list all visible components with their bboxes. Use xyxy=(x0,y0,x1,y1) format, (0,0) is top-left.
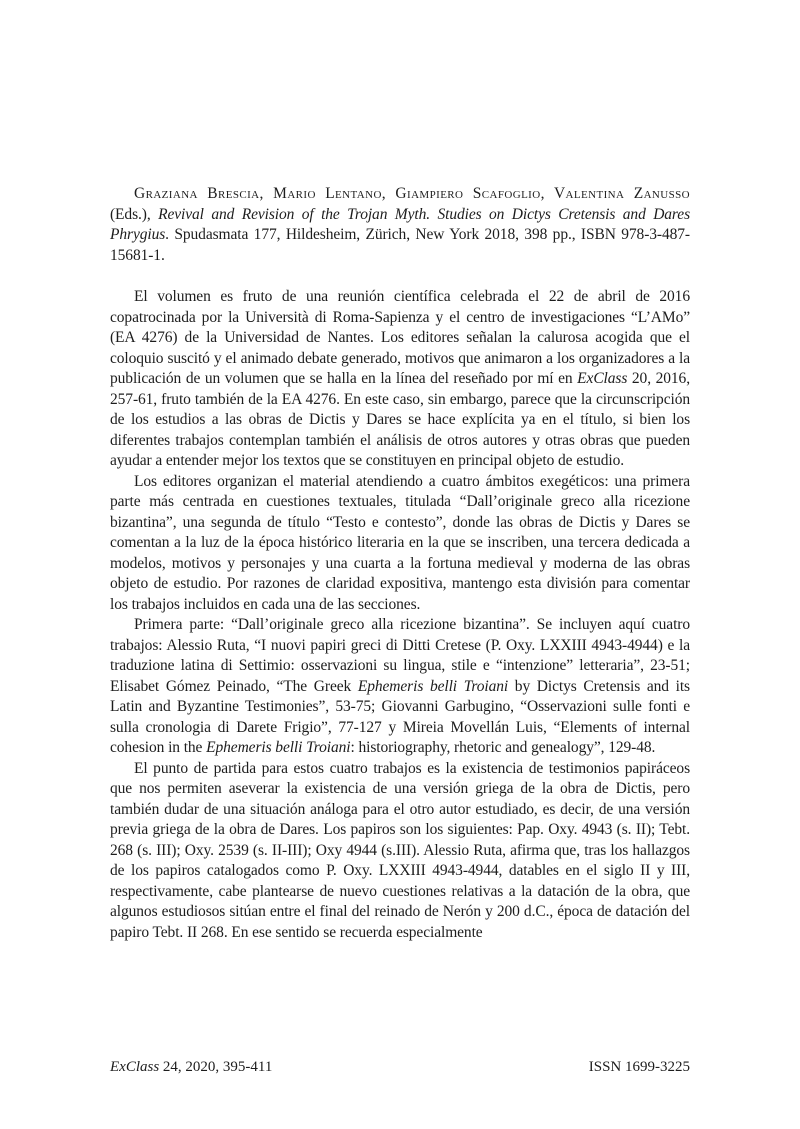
text-segment: : historiography, rhetoric and genealogy”, 129-48. xyxy=(350,739,656,756)
text-segment: Ephemeris belli Troiani xyxy=(206,739,351,756)
text-segment: . Spudasmata 177, Hildesheim, Zürich, New York 2018, 398 pp., ISBN 978-3-487-15681-1. xyxy=(110,226,690,264)
paragraph-papyri-discussion xyxy=(110,759,690,944)
text-segment: (Eds.), xyxy=(110,205,159,223)
text-segment: El punto de partida para estos cuatro trabajos es la existencia de testimonios papiráceos que nos permiten aseverar la existencia de una versión griega de la obra de Dictis, pero también dudar de una situación análoga para el otro autor estudiado, es decir, de una versión previa griega de la obra de Dares. Los papiros son los siguientes: Pap. Oxy. 4943 (s. II); Tebt. 268 (s. III); Oxy. 2539 (s. II-III); Oxy 4944 (s.III). Alessio Ruta, afirma que, tras los hallazgos de los papiros catalogados como P. Oxy. LXXIII 4943-4944, datables en el siglo II y III, respectivamente, cabe plantearse de nuevo cuestiones relativas a la datación de la obra, que algunos estudiosos sitúan entre el final del reinado de Nerón y 200 d.C., época de datación del papiro Tebt. II 268. En ese sentido se recuerda especialmente xyxy=(110,759,690,941)
review-body xyxy=(110,287,690,943)
page-footer xyxy=(110,1058,690,1077)
issn-label: ISSN 1699-3225 xyxy=(588,1059,690,1075)
text-segment: by Dictys Cretensis and its Latin and Byzantine Testimonies”, 53-75; Giovanni Garbugino, “Osservazioni sulle fonti e sulla cronologia di Darete Frigio”, 77-127 y Mireia Movellán Luis, “Elements of internal cohesion in the xyxy=(110,677,690,756)
text-segment: Graziana Brescia, Mario Lentano, Giampiero Scafoglio, Valentina Zanusso xyxy=(134,185,690,202)
text-segment: ExClass xyxy=(110,1059,160,1075)
paragraph-volume-origin xyxy=(110,287,690,472)
book-citation xyxy=(110,184,690,266)
text-segment: 24, 2020, 395-411 xyxy=(159,1059,273,1075)
text-segment: ExClass xyxy=(577,370,628,387)
text-segment: El volumen es fruto de una reunión científica celebrada el 22 de abril de 2016 copatrocinada por la Università di Roma-Sapienza y el centro de investigaciones “L’AMo” (EA 4276) de la Universidad de Nantes. Los editores señalan la calurosa acogida que el coloquio suscitó y el animado debate generado, motivos que animaron a los organizadores a la publicación de un volumen que se halla en la línea del reseñado por mí en xyxy=(110,288,690,387)
text-segment: Los editores organizan el material atendiendo a cuatro ámbitos exegéticos: una primera parte más centrada en cuestiones textuales, titulada “Dall’originale greco alla ricezione bizantina”, una segunda de título “Testo e contesto”, donde las obras de Dictis y Dares se comentan a la luz de la época histórico literaria en la que se inscriben, una tercera dedicada a modelos, motivos y personajes y una cuarta a la fortuna medieval y moderna de las obras objeto de estudio. Por razones de claridad expositiva, mantengo esta división para comentar los trabajos incluidos en cada una de las secciones. xyxy=(110,472,690,613)
text-segment: Revival and Revision of the Trojan Myth. Studies on Dictys Cretensis and Dares Phrygius xyxy=(110,205,691,243)
paragraph-first-part-contents xyxy=(110,615,690,759)
text-segment: 20, 2016, 257-61, fruto también de la EA 4276. En este caso, sin embargo, parece que la circunscripción de los estudios a las obras de Dictis y Dares se hace explícita ya en el título, si bien los diferentes trabajos contemplan también el análisis de otros autores y otras obras que pueden ayudar a entender mejor los textos que se constituyen en principal objeto de estudio. xyxy=(110,370,690,469)
journal-reference xyxy=(110,1058,272,1077)
text-segment: Ephemeris belli Troiani xyxy=(357,677,509,695)
paragraph-four-sections xyxy=(110,472,690,616)
review-content xyxy=(110,184,690,943)
text-segment: Primera parte: “Dall’originale greco alla ricezione bizantina”. Se incluyen aquí cuatro trabajos: Alessio Ruta, “I nuovi papiri greci di Ditti Cretese (P. Oxy. LXXIII 4943-4944) e la traduzione latina di Settimio: osservazioni su lingua, stile e “intenzione” letteraria”, 23-51; Elisabet Gómez Peinado, “The Greek xyxy=(110,616,690,695)
